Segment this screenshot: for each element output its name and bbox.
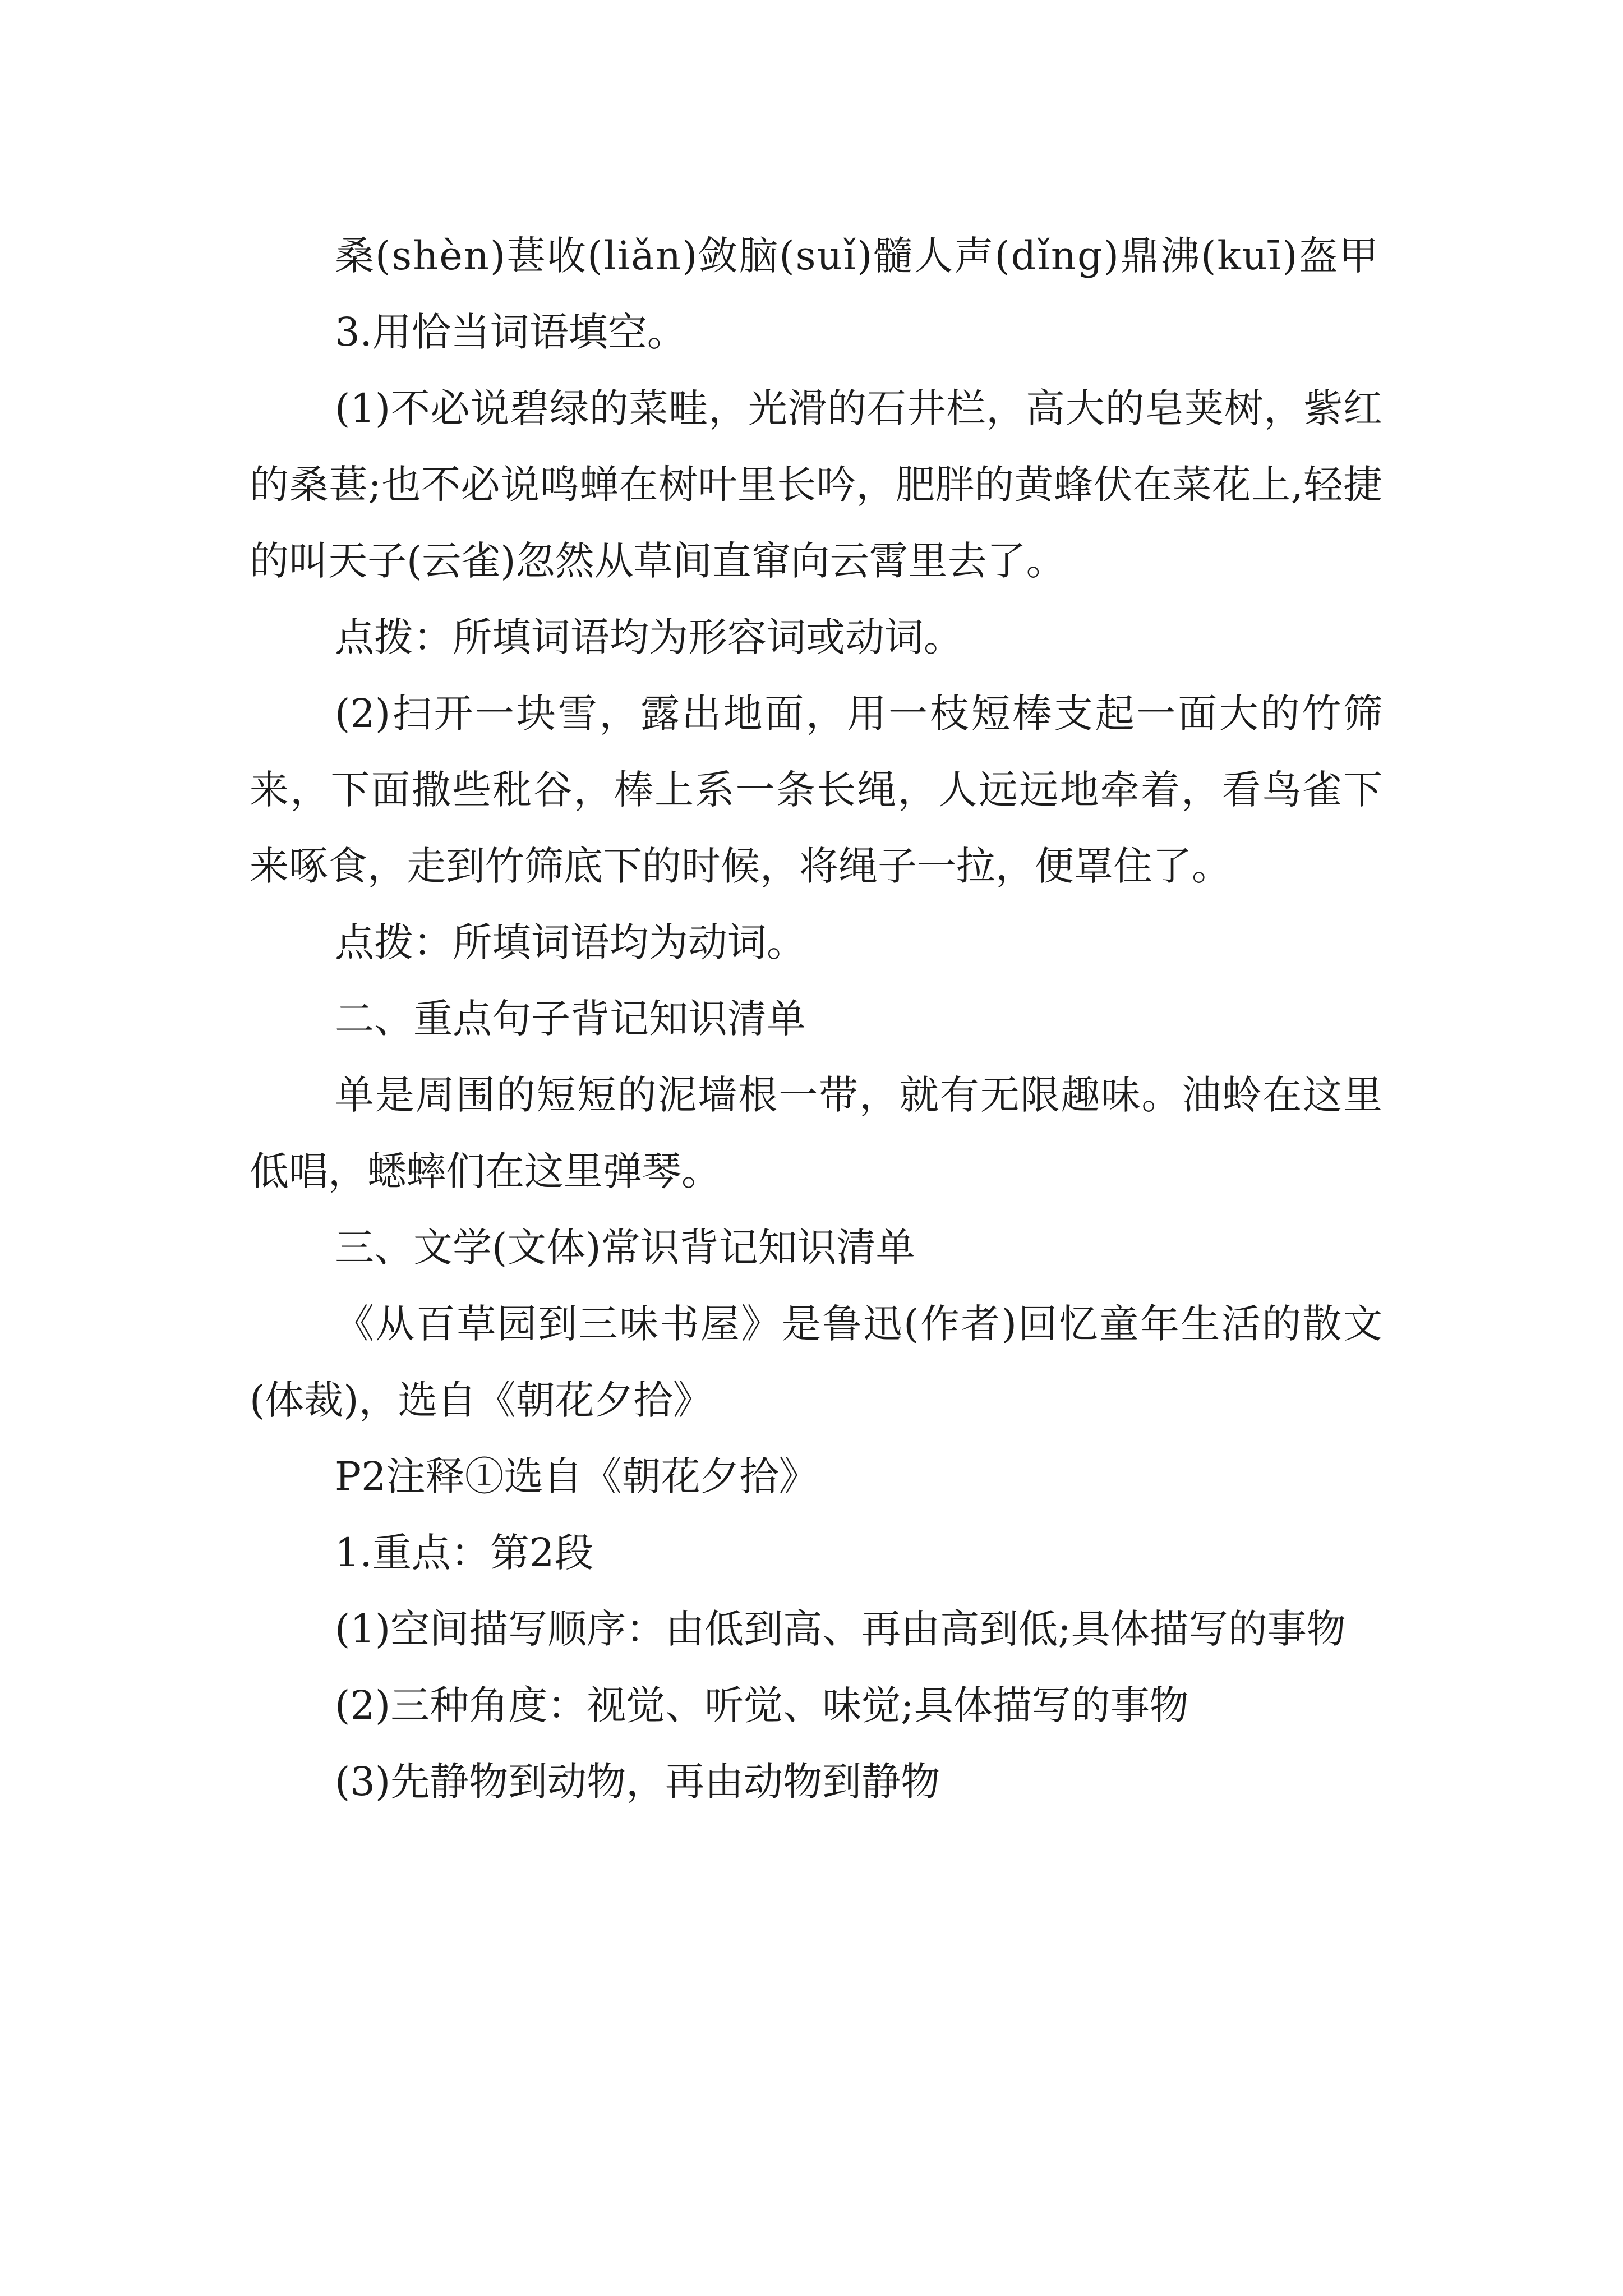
section-heading-literature: 三、文学(文体)常识背记知识清单 — [335, 1225, 915, 1271]
document-body — [250, 218, 1382, 1820]
hint-paragraph-1: 点拨：所填词语均为形容词或动词。 — [335, 614, 963, 660]
fill-in-paragraph-2: (2)扫开一块雪，露出地面，用一枝短棒支起一面大的竹筛来，下面撒些秕谷，棒上系一条长绳，人远远地牵着，看鸟雀下来啄食，走到竹筛底下的时候，将绳子一拉，便罩住了。 — [250, 691, 1382, 889]
annotation-note: P2注释①选自《朝花夕拾》 — [335, 1453, 818, 1499]
key-point-item-2: (2)三种角度：视觉、听觉、味觉;具体描写的事物 — [335, 1682, 1189, 1728]
pinyin-paragraph: 桑(shèn)葚收(liǎn)敛脑(suǐ)髓人声(dǐng)鼎沸(kuī)盔甲 — [335, 233, 1380, 279]
key-sentence-paragraph: 单是周围的短短的泥墙根一带，就有无限趣味。油蛉在这里低唱，蟋蟀们在这里弹琴。 — [250, 1072, 1382, 1194]
literature-paragraph: 《从百草园到三味书屋》是鲁迅(作者)回忆童年生活的散文(体裁)，选自《朝花夕拾》 — [250, 1301, 1382, 1423]
section-heading-key-sentences: 二、重点句子背记知识清单 — [335, 996, 806, 1042]
exercise-heading: 3.用恰当词语填空。 — [335, 309, 686, 355]
hint-paragraph-2: 点拨：所填词语均为动词。 — [335, 919, 806, 965]
key-point-item-1: (1)空间描写顺序：由低到高、再由高到低;具体描写的事物 — [335, 1606, 1346, 1652]
key-point-item-3: (3)先静物到动物，再由动物到静物 — [335, 1759, 940, 1805]
fill-in-paragraph-1: (1)不必说碧绿的菜畦，光滑的石井栏，高大的皂荚树，紫红的桑葚;也不必说鸣蝉在树叶里长吟，肥胖的黄蜂伏在菜花上,轻捷的叫天子(云雀)忽然从草间直窜向云霄里去了。 — [250, 385, 1382, 584]
key-point-heading: 1.重点：第2段 — [335, 1530, 594, 1576]
